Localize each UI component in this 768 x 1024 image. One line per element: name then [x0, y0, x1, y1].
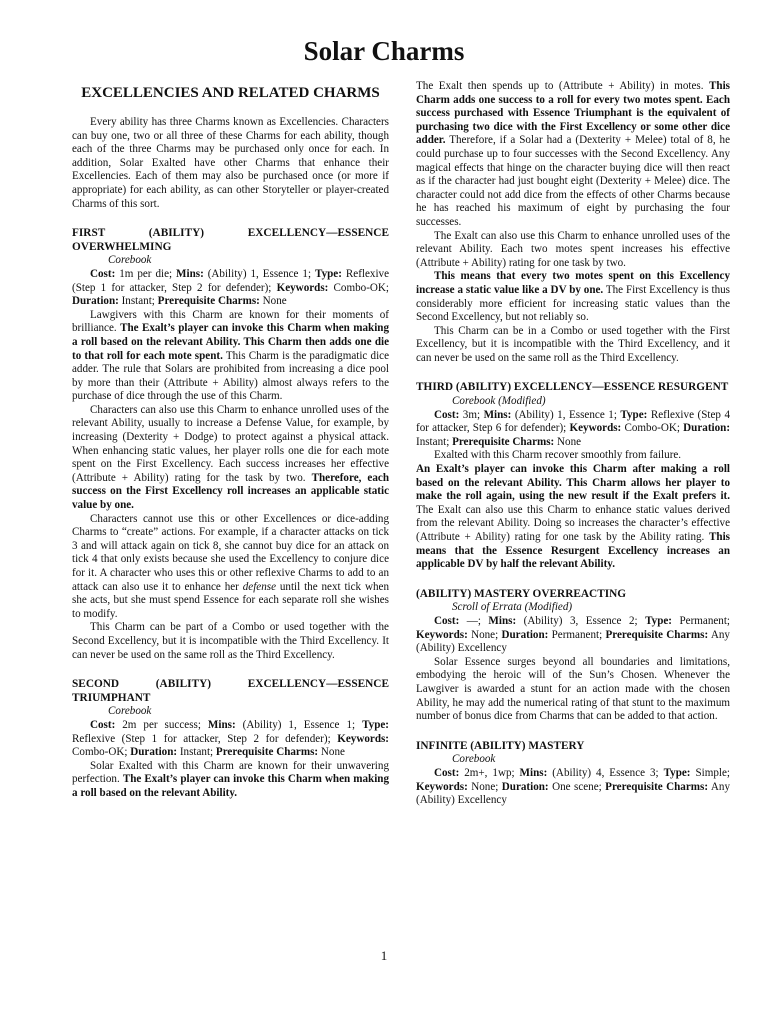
charm-source: Corebook: [452, 753, 496, 766]
right-column: [416, 80, 730, 808]
charm-description: This Charm can be part of a Combo or used together with the Second Excellency, but it is incompatible with the Third Excellency. It can never be used on the same roll as the Third Excellency.: [72, 621, 389, 661]
charm-description: The Exalt can also use this Charm to enhance unrolled uses of the relevant Ability. Each two motes spent increases his effective (Attribute + Ability) rating for one task by two.: [416, 229, 730, 269]
charm-source: Corebook: [108, 705, 152, 718]
left-column: [72, 84, 389, 801]
charm-stats: Cost: 2m per success; Mins: (Ability) 1, Essence 1; Type: Reflexive (Step 1 for attacker, Step 2 for defender); Keywords: Combo-OK; Duration: Instant; Prerequisite Charms: None: [72, 718, 389, 759]
charm-stats: Cost: —; Mins: (Ability) 3, Essence 2; Type: Permanent; Keywords: None; Duration: Permanent; Prerequisite Charms: Any (Ability) Excellency: [416, 614, 731, 655]
charm-description: Exalted with this Charm recover smoothly from failure.: [434, 449, 682, 462]
charm-stats: Cost: 3m; Mins: (Ability) 1, Essence 1; Type: Reflexive (Step 4 for attacker, Step 6 for defender); Keywords: Combo-OK; Duration: Instant; Prerequisite Charms: None: [416, 408, 731, 448]
charm-description: The Exalt then spends up to (Attribute + Ability) in motes. This Charm adds one success to a roll for every two motes spent. Each success purchased with Essence Triumphant is the equivalent of purchasing two dice with the First Excellency or some other dice adder. Therefore, if a Solar had a (Dexterity + Melee) total of 8, he could purchase up to four successes with the Second Excellency. Any magical effects that hinge on the character buying dice will then react as if the character had just bought eight (Dexterity + Melee) dice. The character could not add dice from the effects of other Charms because he has reached his maximum of eight by purchasing the four successes.: [416, 80, 730, 228]
charm-heading-infinite-mastery: INFINITE (ABILITY) MASTERY: [416, 739, 585, 752]
charm-description: An Exalt’s player can invoke this Charm after making a roll based on the relevant Ability. This Charm allows her player to make the roll again, using the new result if the Exalt prefers it. The Exalt can also use this Charm to enhance static values derived from the relevant Ability. Doing so increases the character’s effective (Attribute + Ability) rating for one task by the Ability rating. This means that the Essence Resurgent Excellency increases an applicable DV by half the relevant Ability.: [416, 463, 730, 571]
charm-description: Lawgivers with this Charm are known for their moments of brilliance. The Exalt’s player can invoke this Charm when making a roll based on the relevant Ability. This Charm then adds one die to that roll for each mote spent. This Charm is the paradigmatic dice adder. The rule that Solars are prohibited from increasing a dice pool by more than their (Attribute + Ability) almost always refers to the purchase of dice through the use of this Charm.: [72, 308, 390, 403]
charm-description: Characters cannot use this or other Excellences or dice-adding Charms to “create” actions. For example, if a character attacks on tick 3 and will attack again on tick 8, she cannot buy dice for an attack on tick 4 that only exists because she used the Excellency to conjure dice for it. A character who uses this or other reflexive Charms to add to an attack can also use it to enhance her defense until the next tick when she acts, but she must spend Essence for each separate roll she wishes to modify.: [72, 512, 389, 620]
charm-heading-first-excellency: FIRST (ABILITY) EXCELLENCY—ESSENCE OVERWHELMING: [72, 227, 389, 253]
charm-description: Solar Essence surges beyond all boundaries and limitations, embodying the heroic will of the Sun’s Chosen. Whenever the Lawgiver is awarded a stunt for an action made with the chosen Ability, he may add the numerical rating of that stunt to the maximum number of bonus dice from Charms that can be added to that action.: [416, 655, 730, 723]
charm-heading-third-excellency: THIRD (ABILITY) EXCELLENCY—ESSENCE RESURGENT: [416, 381, 729, 394]
intro-paragraph: Every ability has three Charms known as Excellencies. Characters can buy one, two or all three of these Charms for each ability, though each of the three Charms may be purchased only once for each. In addition, Solar Exalted have other Charms that enhance their Excellencies. Each of them may also be purchased once (or more if appropriate) for each ability, as can other Storyteller or player-created Charms of this sort.: [72, 116, 389, 210]
section-heading: EXCELLENCIES AND RELATED CHARMS: [81, 85, 380, 101]
charm-heading-mastery-overreacting: (ABILITY) MASTERY OVERREACTING: [416, 587, 627, 600]
charm-stats: Cost: 1m per die; Mins: (Ability) 1, Essence 1; Type: Reflexive (Step 1 for attacker, Step 2 for defender); Keywords: Combo-OK; Duration: Instant; Prerequisite Charms: None: [72, 267, 389, 308]
charm-description: Characters can also use this Charm to enhance unrolled uses of the relevant Ability, usually to increase a Defense Value, for example, by increasing (Dexterity + Dodge) to protect against a physical attack. When enhancing static values, her player rolls one die for each mote spent on the First Excellency. Each success increases her effective (Attribute + Ability) rating for the task by two. Therefore, each success on the First Excellency roll increases an applicable static value by one.: [72, 403, 389, 512]
charm-source: Scroll of Errata (Modified): [452, 601, 573, 614]
page-number: 1: [380, 948, 388, 963]
charm-source: Corebook: [108, 254, 152, 267]
charm-source: Corebook (Modified): [452, 395, 546, 408]
charm-heading-second-excellency: SECOND (ABILITY) EXCELLENCY—ESSENCE TRIUMPHANT: [72, 678, 389, 704]
charm-description: This means that every two motes spent on this Excellency increase a static value like a DV by one. The First Excellency is thus considerably more efficient for increasing static values than the Second Excellency, but not reliably so.: [416, 270, 730, 324]
charm-stats: Cost: 2m+, 1wp; Mins: (Ability) 4, Essence 3; Type: Simple; Keywords: None; Duration: One scene; Prerequisite Charms: Any (Ability) Excellency: [416, 766, 730, 807]
page-title: Solar Charms: [303, 36, 465, 66]
charm-description: This Charm can be in a Combo or used together with the First Excellency, but it is incompatible with the Third Excellency, and it can never be used on the same roll as the Third Excellency.: [416, 324, 730, 364]
charm-description: Solar Exalted with this Charm are known for their unwavering perfection. The Exalt’s player can invoke this Charm when making a roll based on the relevant Ability.: [72, 759, 389, 799]
